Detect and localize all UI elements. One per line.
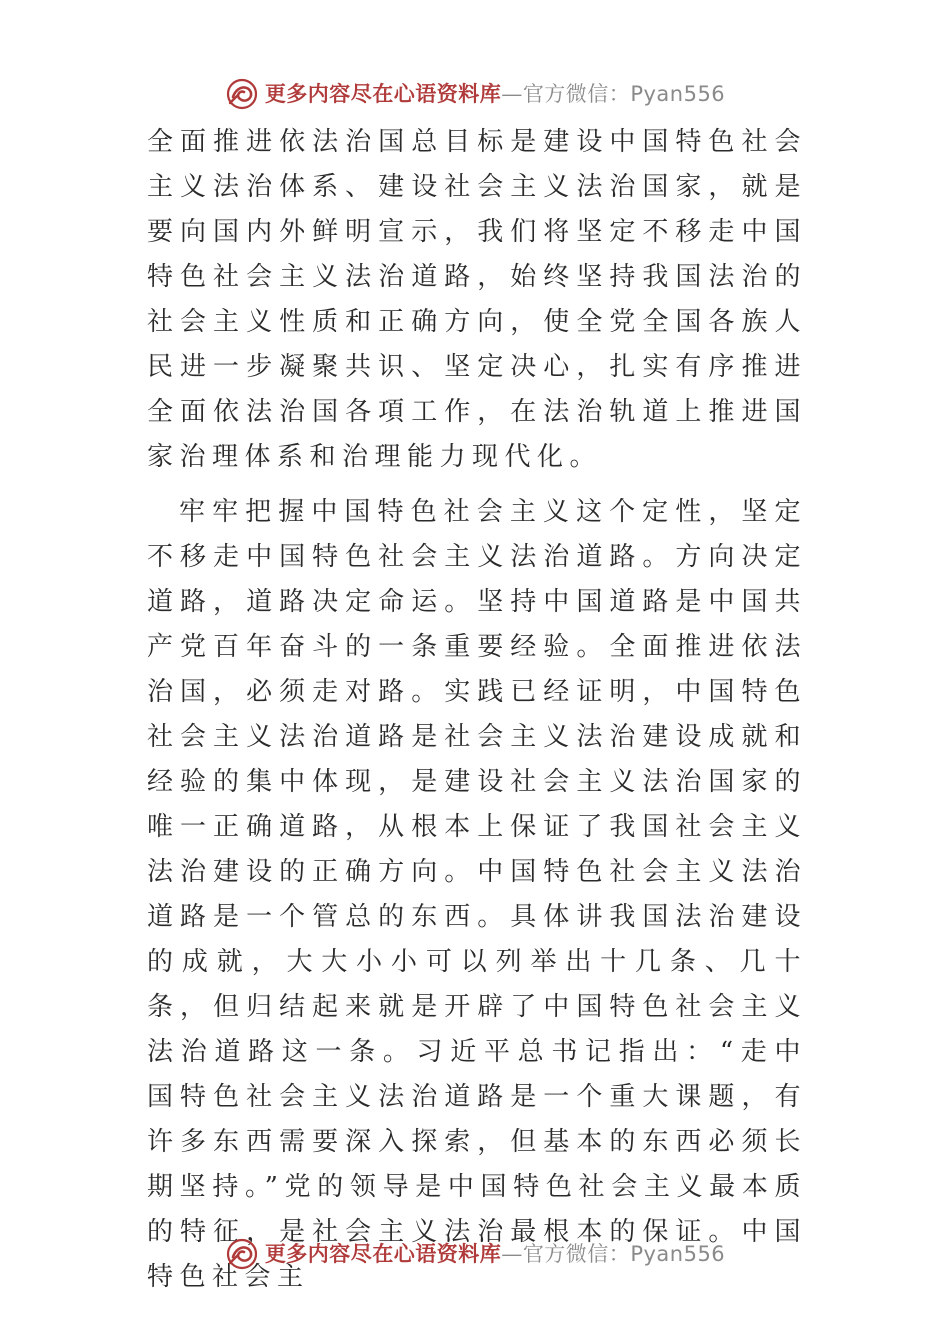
footer-banner (0, 1234, 950, 1274)
footer-account-text: Pyan556 (630, 1242, 726, 1266)
paragraph-2: 牢牢把握中国特色社会主义这个定性，坚定不移走中国特色社会主义法治道路。方向决定道路，道路决定命运。坚持中国道路是中国共产党百年奋斗的一条重要经验。全面推进依法治国，必须走对路。实践已经证明，中国特色社会主义法治道路是社会主义法治建设成就和经验的集中体现，是建设社会主义法治国家的唯一正确道路，从根本上保证了我国社会主义法治建设的正确方向。中国特色社会主义法治道路是一个管总的东西。具体讲我国法治建设的成就，大大小小可以列举出十几条、几十条，但归结起来就是开辟了中国特色社会主义法治道路这一条。习近平总书记指出：“走中国特色社会主义法治道路是一个重大课题，有许多东西需要深入探索，但基本的东西必须长期坚持。”党的领导是中国特色社会主义最本质的特征，是社会主义法治最根本的保证。中国特色社会主 (147, 497, 807, 1292)
header-brand-text: 更多内容尽在心语资料库 (264, 81, 502, 106)
header-account-text: Pyan556 (630, 82, 726, 106)
swirl-logo-icon (225, 1237, 259, 1271)
header-separator-text: —官方微信： (501, 82, 631, 106)
footer-separator-text: —官方微信： (501, 1242, 631, 1266)
swirl-logo-icon (225, 77, 259, 111)
document-body (147, 120, 807, 1300)
header-banner (0, 74, 950, 114)
footer-brand-text: 更多内容尽在心语资料库 (264, 1241, 502, 1266)
paragraph-1: 全面推进依法治国总目标是建设中国特色社会主义法治体系、建设社会主义法治国家，就是要向国内外鲜明宣示，我们将坚定不移走中国特色社会主义法治道路，始终坚持我国法治的社会主义性质和正确方向，使全党全国各族人民进一步凝聚共识、坚定决心，扎实有序推进全面依法治国各項工作，在法治轨道上推进国家治理体系和治理能力现代化。 (147, 127, 807, 472)
